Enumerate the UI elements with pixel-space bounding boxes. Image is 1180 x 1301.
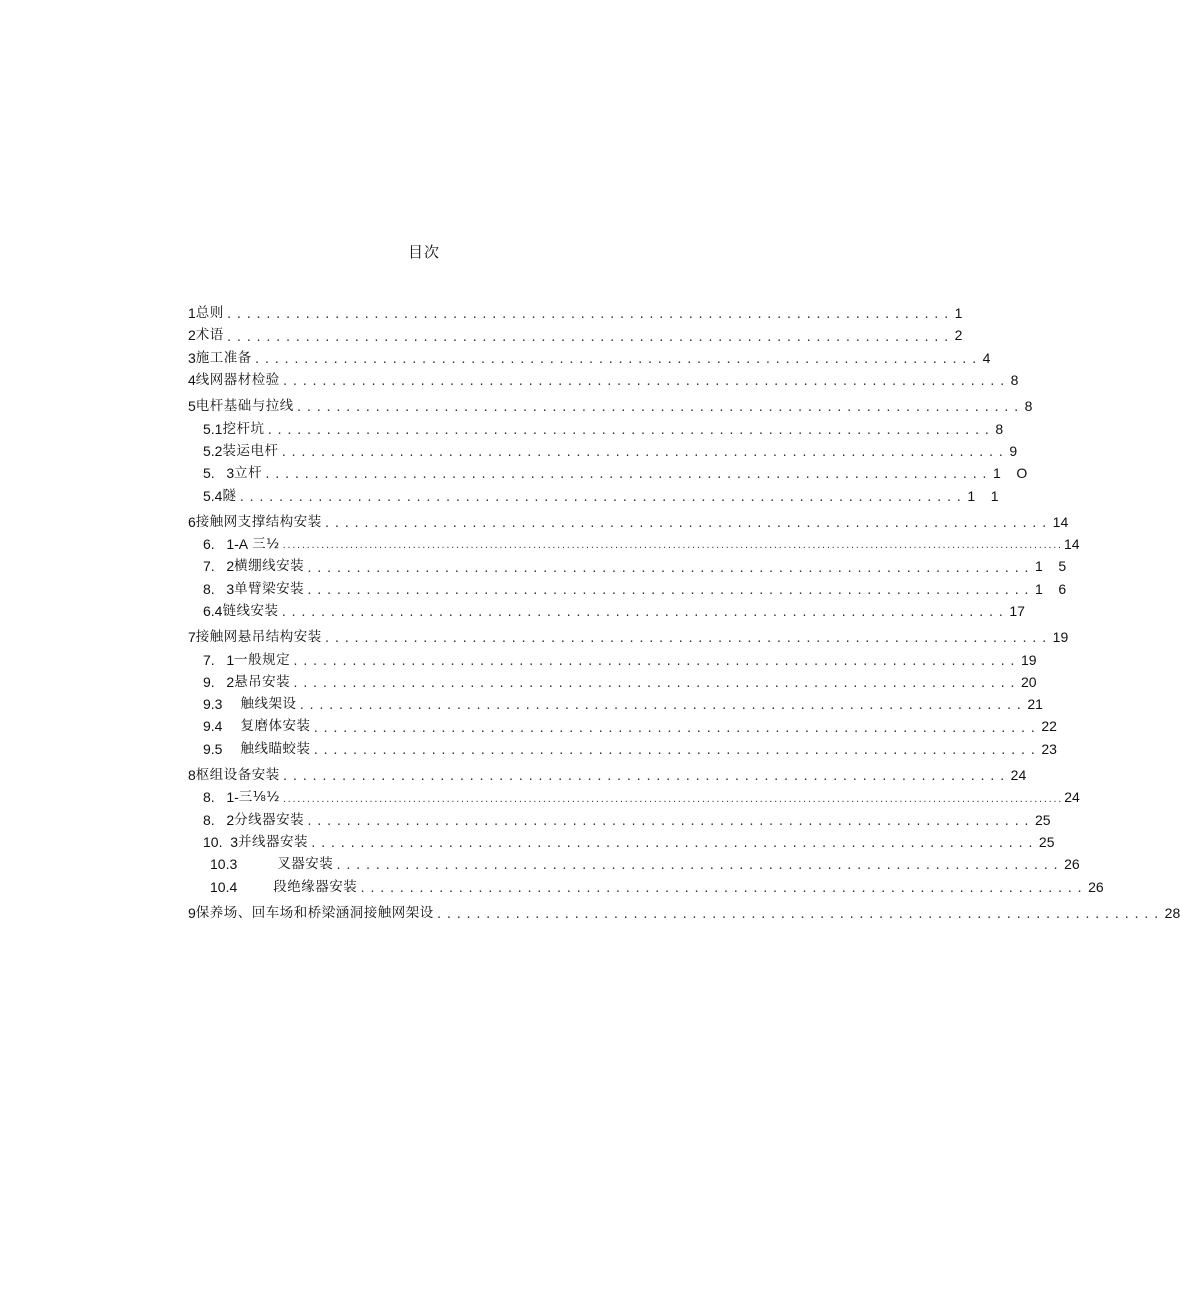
toc-entry-5[interactable] xyxy=(188,395,1033,417)
toc-entry-number: 9. 2 xyxy=(203,673,235,690)
toc-entry-number: 5.1 xyxy=(203,420,223,437)
leader-dots: .......................................................................... xyxy=(266,423,994,437)
toc-entry-number: 7 xyxy=(188,629,196,646)
toc-entry-number: 8. 3 xyxy=(203,580,235,597)
toc-entry-number: 9.4 xyxy=(203,718,223,735)
toc-entry-9[interactable] xyxy=(188,902,1180,924)
toc-entry-number: 6 xyxy=(188,513,196,530)
toc-entry-number: 6. 1-A xyxy=(203,536,249,553)
leader-dots: .......................................................................... xyxy=(225,330,953,344)
toc-entry-page: 1 1 xyxy=(967,487,999,504)
toc-entry-page: 24 xyxy=(1064,789,1080,806)
toc-entry-title: 触线瞄蛟装 xyxy=(240,740,311,757)
toc-entry-page: 28 xyxy=(1164,904,1180,921)
toc-entry-7-5[interactable] xyxy=(188,738,1057,760)
toc-entry-6[interactable] xyxy=(188,511,1069,533)
toc-entry-title: 单臂梁安装 xyxy=(234,580,305,597)
toc-entry-title: 触线架设 xyxy=(240,696,297,713)
toc-entry-title: 一般规定 xyxy=(234,651,291,668)
toc-entry-7[interactable] xyxy=(188,626,1069,648)
toc-entry-3[interactable] xyxy=(188,347,991,369)
toc-entry-page: 1 6 xyxy=(1035,580,1067,597)
table-of-contents xyxy=(188,302,1180,924)
leader-dots: .......................................................................... xyxy=(306,561,1034,575)
toc-entry-number: 9.5 xyxy=(203,740,223,757)
toc-entry-title: 立杆 xyxy=(234,465,263,482)
toc-entry-5-1[interactable] xyxy=(188,417,1004,439)
toc-entry-number: 10. 3 xyxy=(203,833,239,850)
leader-dots: .......................................................................... xyxy=(280,606,1008,620)
toc-entry-title: 横绷线安装 xyxy=(234,558,305,575)
toc-entry-page: 21 xyxy=(1027,696,1043,713)
toc-entry-title: 保养场、回车场和桥梁涵洞接触网架设 xyxy=(195,904,434,921)
leader-dots: .......................................................................... xyxy=(292,677,1020,691)
toc-entry-number: 5 xyxy=(188,398,196,415)
toc-entry-page: 19 xyxy=(1052,629,1069,646)
toc-entry-2[interactable] xyxy=(188,324,963,346)
toc-entry-page: 20 xyxy=(1021,673,1037,690)
toc-entry-page: 2 xyxy=(954,327,963,344)
leader-dots: .......................................................................... xyxy=(335,859,1063,873)
leader-dots: .......................................................................... xyxy=(435,908,1163,922)
toc-entry-title: 隧 xyxy=(222,487,237,504)
leader-dots: .......................................................................... xyxy=(306,583,1034,597)
leader-dots: .......................................................................... xyxy=(253,352,981,366)
leader-dots: .......................................................................... xyxy=(238,490,966,504)
toc-entry-title: 接触网支撑结构安装 xyxy=(195,513,322,530)
toc-entry-title: 总则 xyxy=(195,305,224,322)
toc-entry-8[interactable] xyxy=(188,764,1027,786)
toc-entry-number: 10.3 xyxy=(210,856,238,873)
toc-entry-number: 8. 1- xyxy=(203,789,239,806)
toc-entry-page: 19 xyxy=(1021,651,1037,668)
toc-entry-title: 复磨体安装 xyxy=(240,718,311,735)
toc-entry-4[interactable] xyxy=(188,369,1019,391)
toc-entry-number: 7. 1 xyxy=(203,651,235,668)
toc-entry-page: 25 xyxy=(1035,811,1051,828)
toc-entry-8-1[interactable] xyxy=(188,786,1080,808)
toc-entry-page: 8 xyxy=(1024,398,1033,415)
toc-entry-title: 三⅛½ xyxy=(238,789,280,806)
toc-entry-6-3[interactable] xyxy=(188,578,1067,600)
toc-entry-number: 2 xyxy=(188,327,196,344)
toc-entry-7-1[interactable] xyxy=(188,648,1037,670)
toc-entry-page: 24 xyxy=(1010,767,1027,784)
toc-entry-number: 6.4 xyxy=(203,603,223,619)
toc-entry-title: 段绝缘器安装 xyxy=(273,878,358,895)
toc-entry-title: 悬吊安装 xyxy=(234,673,291,690)
leader-dots: .......................................................................... xyxy=(306,814,1034,828)
leader-dots: .......................................................................... xyxy=(281,770,1009,784)
toc-entry-number: 5.4 xyxy=(203,487,223,504)
toc-entry-title: 分线器安装 xyxy=(234,811,305,828)
toc-entry-page: 26 xyxy=(1088,878,1104,895)
toc-entry-8-2[interactable] xyxy=(188,809,1051,831)
leader-dots: .......................................................................... xyxy=(264,468,992,482)
toc-entry-number: 7. 2 xyxy=(203,558,235,575)
toc-entry-title: 电杆基础与拉线 xyxy=(195,398,294,415)
leader-dots: .......................................................................... xyxy=(280,446,1008,460)
toc-entry-1[interactable] xyxy=(188,302,963,324)
toc-entry-page: 23 xyxy=(1041,740,1057,757)
toc-entry-6-2[interactable] xyxy=(188,555,1067,577)
toc-entry-title: 术语 xyxy=(195,327,224,344)
toc-entry-page: 14 xyxy=(1064,536,1080,553)
toc-entry-number: 4 xyxy=(188,372,196,389)
leader-dots: .......................................................................... xyxy=(359,881,1087,895)
toc-entry-page: 4 xyxy=(982,349,991,366)
leader-dots: .......................................................................... xyxy=(312,743,1040,757)
toc-entry-number: 5. 3 xyxy=(203,465,235,482)
page-title: 目次 xyxy=(407,243,440,261)
toc-entry-number: 10.4 xyxy=(210,878,238,895)
toc-entry-7-4[interactable] xyxy=(188,715,1057,737)
leader-dots: .......................................................................... xyxy=(225,308,953,322)
toc-entry-title: 并线器安装 xyxy=(238,833,309,850)
toc-entry-title: 线网器材检验 xyxy=(195,372,280,389)
toc-entry-title: 装运电杆 xyxy=(222,442,279,459)
toc-entry-10-3[interactable] xyxy=(188,853,1080,875)
toc-entry-page: 22 xyxy=(1041,718,1057,735)
toc-entry-5-4[interactable] xyxy=(188,484,999,506)
leader-dots: .......................................................................... xyxy=(298,699,1026,713)
toc-entry-7-3[interactable] xyxy=(188,693,1043,715)
toc-entry-page: 1 5 xyxy=(1035,558,1067,575)
toc-entry-5-3[interactable] xyxy=(188,462,1028,484)
toc-entry-page: 25 xyxy=(1038,833,1055,850)
toc-entry-8-3[interactable] xyxy=(188,831,1055,853)
leader-dots: .......................................................................... xyxy=(323,632,1051,646)
leader-dots: .......................................................................... xyxy=(323,516,1051,530)
toc-entry-number: 1 xyxy=(188,305,196,322)
toc-entry-page: 1 xyxy=(954,305,963,322)
toc-entry-7-2[interactable] xyxy=(188,671,1037,693)
toc-entry-page: 8 xyxy=(995,420,1004,437)
leader-dots: .................................................................................................................................................................. xyxy=(281,794,1063,804)
toc-entry-number: 9.3 xyxy=(203,696,223,713)
leader-dots: .......................................................................... xyxy=(312,721,1040,735)
toc-entry-6-1[interactable] xyxy=(188,533,1080,555)
leader-dots: .......................................................................... xyxy=(292,654,1020,668)
toc-entry-title: 枢组设备安装 xyxy=(195,767,280,784)
toc-entry-page: 1 O xyxy=(993,465,1028,482)
toc-entry-page: 8 xyxy=(1010,372,1019,389)
leader-dots: .......................................................................... xyxy=(295,401,1023,415)
toc-entry-number: 8 xyxy=(188,767,196,784)
toc-entry-title: 施工准备 xyxy=(195,349,252,366)
toc-entry-title: 挖杆坑 xyxy=(222,420,265,437)
toc-entry-page: 14 xyxy=(1052,513,1069,530)
toc-entry-6-4[interactable] xyxy=(188,600,1025,622)
toc-entry-number: 5.2 xyxy=(203,442,223,459)
toc-entry-number: 3 xyxy=(188,349,196,366)
toc-entry-title: 链线安装 xyxy=(222,603,279,619)
toc-entry-10-4[interactable] xyxy=(188,875,1104,897)
toc-entry-number: 9 xyxy=(188,904,196,921)
leader-dots: .......................................................................... xyxy=(310,837,1037,851)
toc-entry-5-2[interactable] xyxy=(188,440,1018,462)
leader-dots: .......................................................................... xyxy=(281,375,1009,389)
toc-entry-page: 9 xyxy=(1009,442,1018,459)
toc-entry-page: 17 xyxy=(1009,603,1025,619)
toc-entry-number: 8. 2 xyxy=(203,811,235,828)
toc-entry-page: 26 xyxy=(1064,856,1080,873)
leader-dots: .................................................................................................................................................................. xyxy=(281,541,1062,551)
toc-entry-title: 接触网悬吊结构安装 xyxy=(195,629,322,646)
toc-entry-title: 三½ xyxy=(252,536,280,553)
toc-entry-title: 叉器安装 xyxy=(277,856,334,873)
